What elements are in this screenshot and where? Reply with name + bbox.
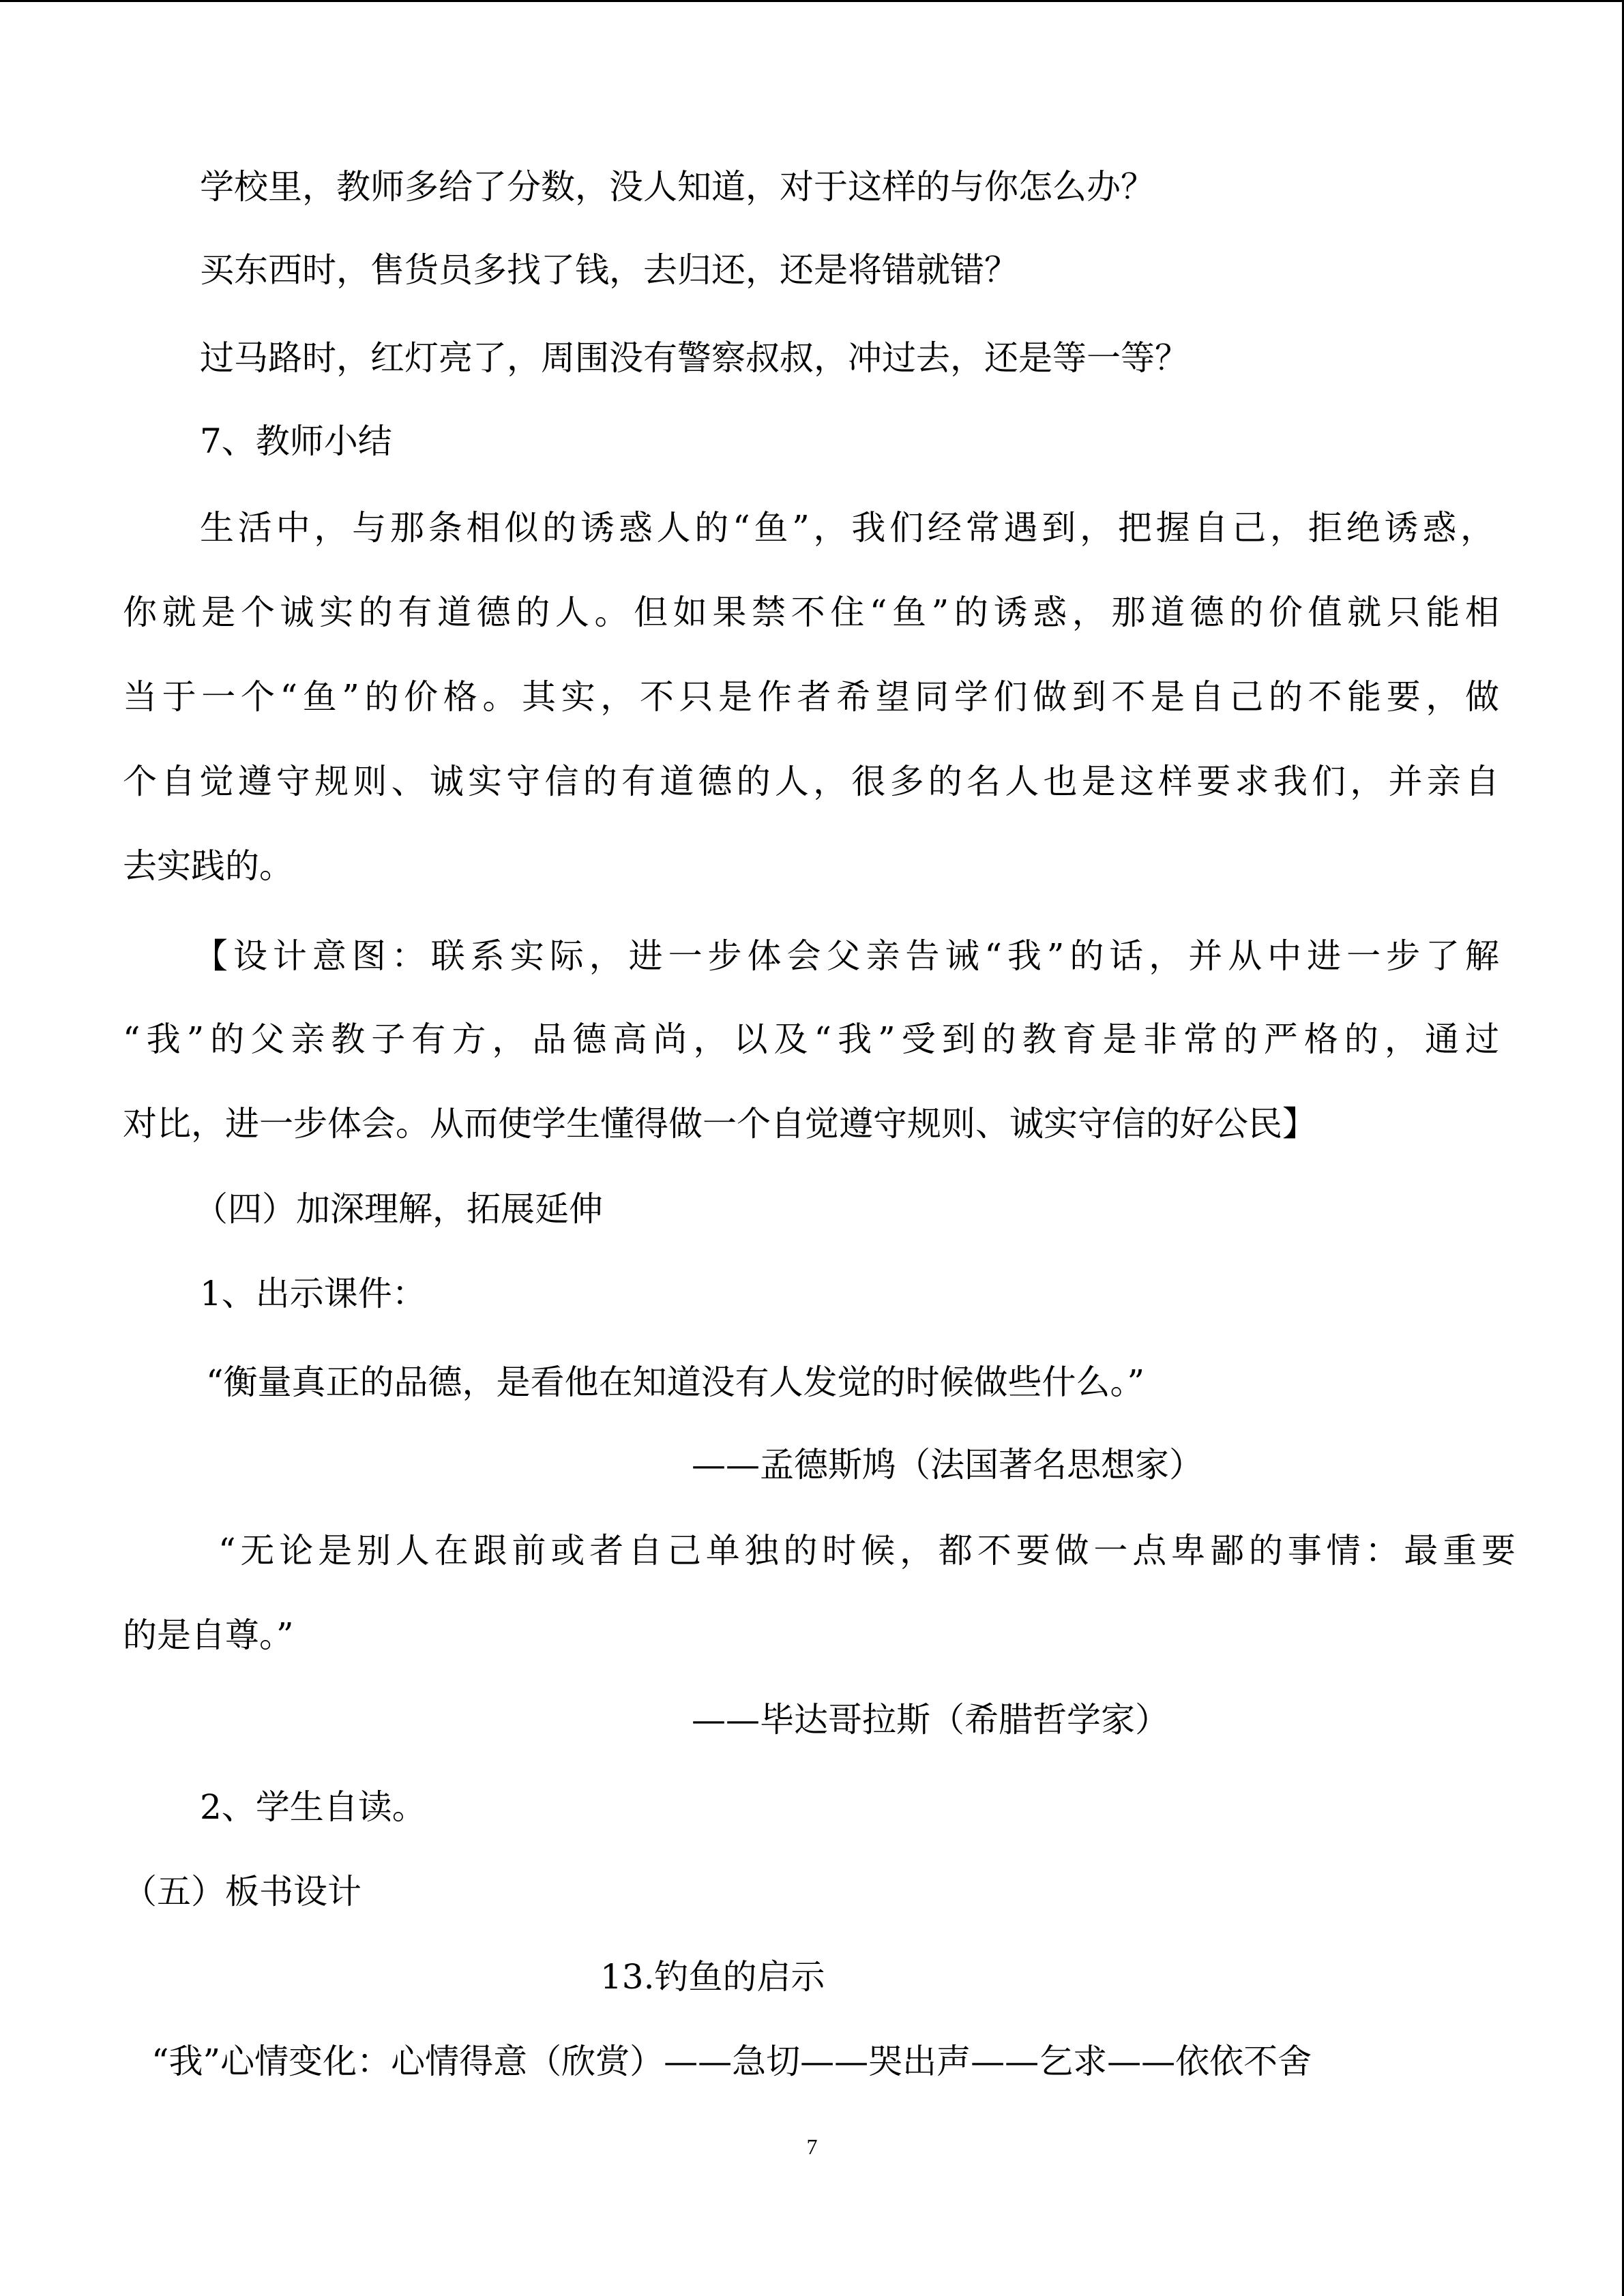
text-line: 学校里，教师多给了分数，没人知道，对于这样的与你怎么办？: [200, 167, 1155, 207]
quote-attribution: ——孟德斯鸠（法国著名思想家）: [692, 1445, 1203, 1485]
board-text: “我”心情变化：心情得意（欣赏）——急切——哭出声——乞求——依依不舍: [151, 2042, 1312, 2081]
quote-text: 的是自尊。”: [123, 1615, 294, 1655]
text-line: 2、学生自读。: [200, 1787, 426, 1827]
text-line: 个自觉遵守规则、诚实守信的有道德的人，很多的名人也是这样要求我们，并亲自: [123, 762, 1499, 801]
section-heading: 7、教师小结: [200, 421, 392, 461]
design-intent-line: “我”的父亲教子有方，品德高尚，以及“我”受到的教育是非常的严格的，通过: [123, 1019, 1499, 1059]
quote-attribution: ——毕达哥拉斯（希腊哲学家）: [692, 1700, 1169, 1740]
quote-text: “无论是别人在跟前或者自己单独的时候，都不要做一点卑鄙的事情：最重要: [218, 1531, 1516, 1570]
design-intent-line: 对比，进一步体会。从而使学生懂得做一个自觉遵守规则、诚实守信的好公民】: [123, 1104, 1316, 1144]
text-line: 过马路时，红灯亮了，周围没有警察叔叔，冲过去，还是等一等？: [200, 338, 1189, 378]
quote-text: “衡量真正的品德，是看他在知道没有人发觉的时候做些什么。”: [206, 1362, 1145, 1402]
page-border-top: [0, 0, 1624, 2]
section-heading: （五）板书设计: [123, 1872, 361, 1911]
text-line: 1、出示课件：: [200, 1274, 426, 1313]
text-line: 去实践的。: [123, 846, 293, 886]
section-heading: （四）加深理解，拓展延伸: [194, 1189, 603, 1229]
text-line: 生活中，与那条相似的诱惑人的“鱼”，我们经常遇到，把握自己，拒绝诱惑，: [200, 508, 1494, 548]
page-number: 7: [806, 2134, 818, 2159]
design-intent-line: 【设计意图：联系实际，进一步体会父亲告诫“我”的话，并从中进一步了解: [194, 936, 1499, 976]
text-line: 买东西时，售货员多找了钱，去归还，还是将错就错？: [200, 250, 1018, 290]
text-line: 当于一个“鱼”的价格。其实，不只是作者希望同学们做到不是自己的不能要，做: [123, 677, 1499, 717]
text-line: 你就是个诚实的有道德的人。但如果禁不住“鱼”的诱惑，那道德的价值就只能相: [123, 593, 1499, 632]
board-title: 13.钓鱼的启示: [600, 1957, 825, 1997]
